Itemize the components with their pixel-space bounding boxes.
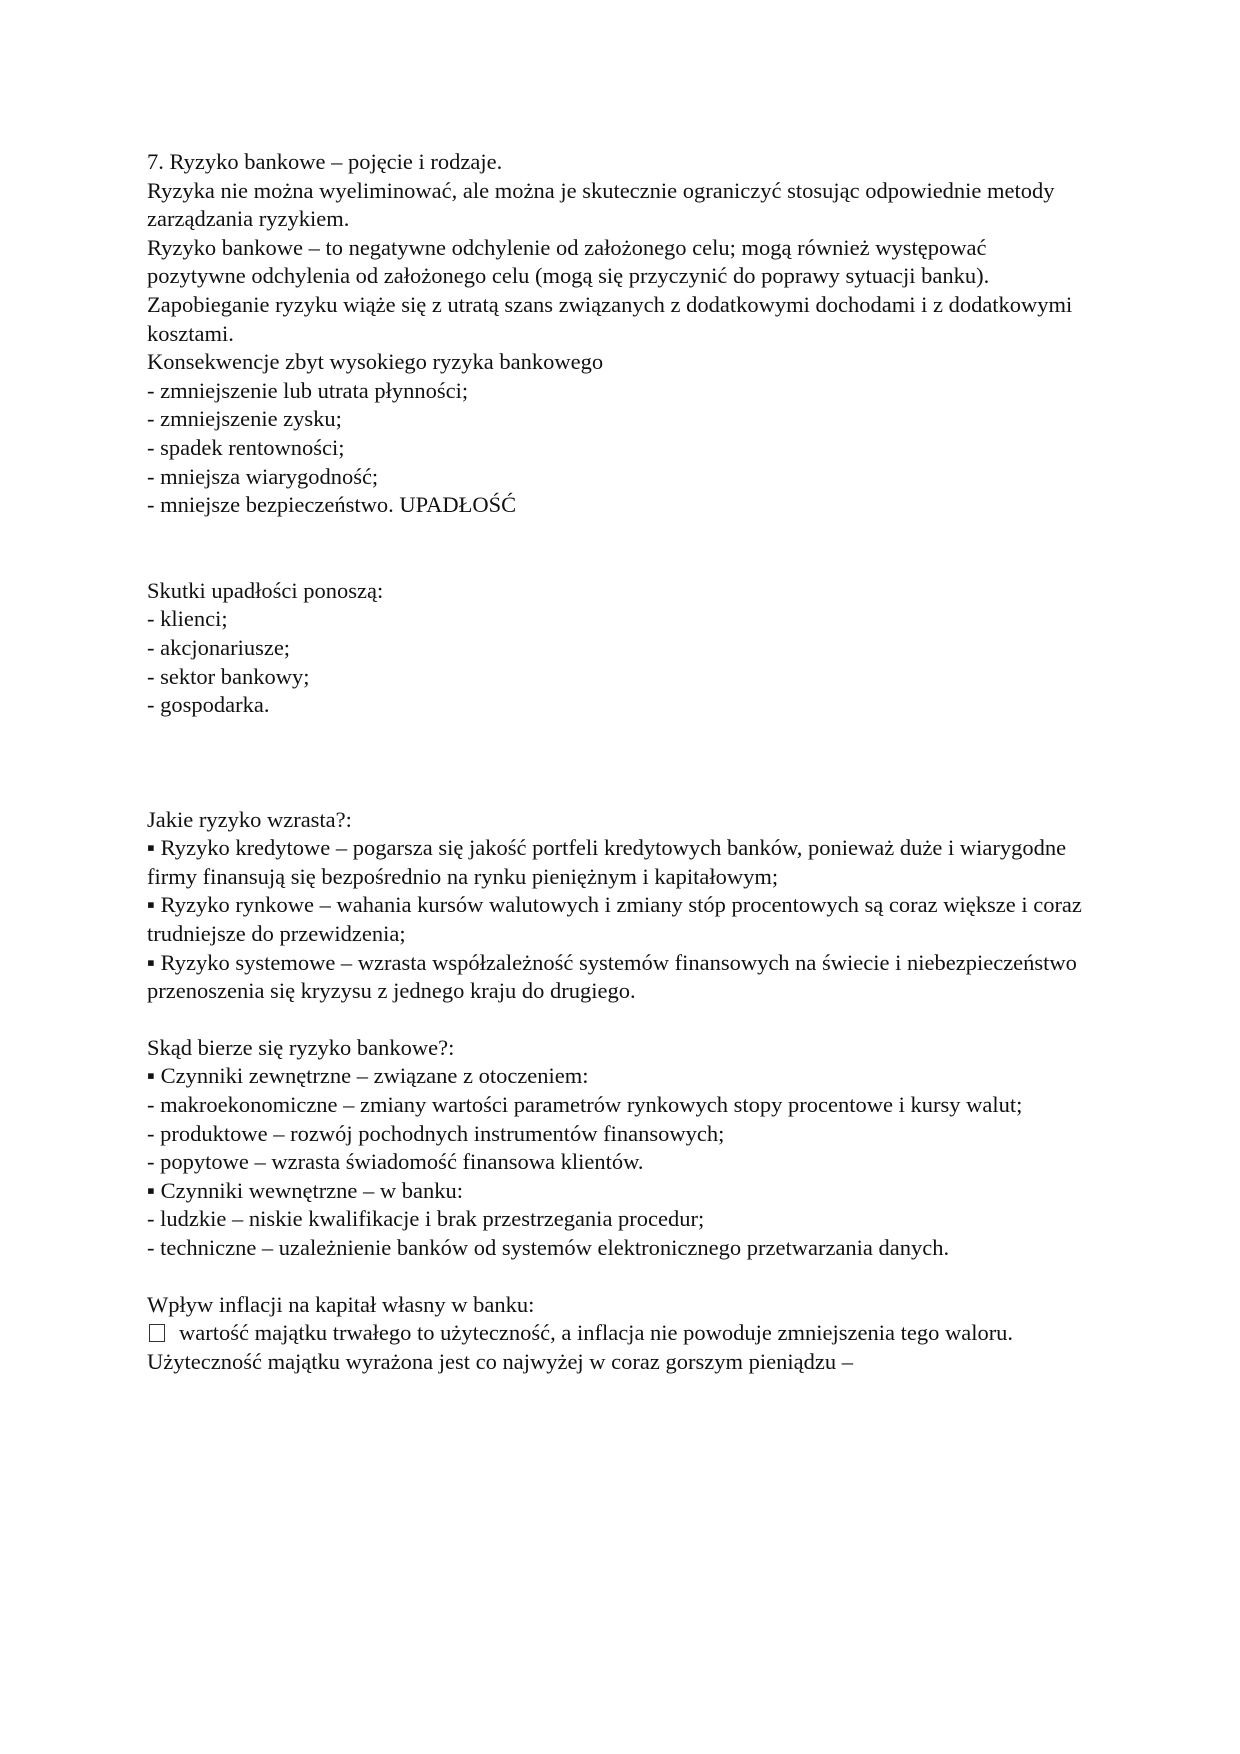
effects-heading: Skutki upadłości ponoszą: [147,577,384,603]
list-item: - mniejsza wiarygodność; [147,463,379,489]
definition-paragraph: Ryzyko bankowe – to negatywne odchylenie od założonego celu; mogą również występować pozytywne odchylenia od założonego celu (mogą się przyczynić do poprawy sytuacji banku). Zapobieganie ryzyku wiąże się z utratą szans związanych z dodatkowymi dochodami i z dodatkowymi kosztami. [147,234,1073,346]
list-item: - techniczne – uzależnienie banków od systemów elektronicznego przetwarzania danych. [147,1235,950,1260]
growing-risk-list [147,834,1082,1006]
list-item: - popytowe – wzrasta świadomość finansowa klientów. [147,1149,644,1175]
list-item: - zmniejszenie lub utrata płynności; [147,377,469,403]
list-item: - ludzkie – niskie kwalifikacje i brak przestrzegania procedur; [147,1206,705,1232]
list-item: - gospodarka. [147,692,270,718]
document-title: 7. Ryzyko bankowe – pojęcie i rodzaje. [147,149,503,174]
sources-list [147,1062,1082,1262]
list-item: - sektor bankowy; [147,663,310,689]
list-item: ▪ Czynniki wewnętrzne – w banku: [147,1177,464,1203]
intro-paragraph: Ryzyka nie można wyeliminować, ale można je skutecznie ograniczyć stosując odpowiednie metody zarządzania ryzykiem. [147,177,1055,232]
list-item: ▪ Ryzyko rynkowe – wahania kursów walutowych i zmiany stóp procentowych są coraz większe i coraz trudniejsze do przewidzenia; [147,892,1082,947]
document-page [147,148,1082,1376]
inflation-paragraph [147,1319,1082,1376]
list-item: - produktowe – rozwój pochodnych instrumentów finansowych; [147,1120,725,1146]
consequences-list [147,377,1082,520]
list-item: - makroekonomiczne – zmiany wartości parametrów rynkowych stopy procentowe i kursy walut; [147,1092,1023,1118]
list-item: - zmniejszenie zysku; [147,406,342,432]
list-item: - mniejsze bezpieczeństwo. UPADŁOŚĆ [147,492,517,518]
effects-list [147,605,1082,719]
list-item: ▪ Ryzyko kredytowe – pogarsza się jakość portfeli kredytowych banków, ponieważ duże i wiarygodne firmy finansują się bezpośrednio na rynku pieniężnym i kapitałowym; [147,835,1067,889]
list-item: ▪ Ryzyko systemowe – wzrasta współzależność systemów finansowych na świecie i niebezpieczeństwo przenoszenia się kryzysu z jednego kraju do drugiego. [147,949,1077,1004]
list-item: - spadek rentowności; [147,434,345,460]
list-item: - akcjonariusze; [147,634,291,660]
growing-risk-heading: Jakie ryzyko wzrasta?: [147,806,352,832]
box-bullet-icon [149,1324,165,1342]
sources-heading: Skąd bierze się ryzyko bankowe?: [147,1034,455,1060]
list-item: - klienci; [147,606,228,632]
inflation-text: wartość majątku trwałego to użyteczność, a inflacja nie powoduje zmniejszenia tego waloru. Użyteczność majątku wyrażona jest co najwyżej w coraz gorszym pieniądzu – [147,1320,1014,1374]
list-item: ▪ Czynniki zewnętrzne – związane z otoczeniem: [147,1063,589,1089]
consequences-heading: Konsekwencje zbyt wysokiego ryzyka bankowego [147,349,604,375]
inflation-heading: Wpływ inflacji na kapitał własny w banku: [147,1291,535,1317]
